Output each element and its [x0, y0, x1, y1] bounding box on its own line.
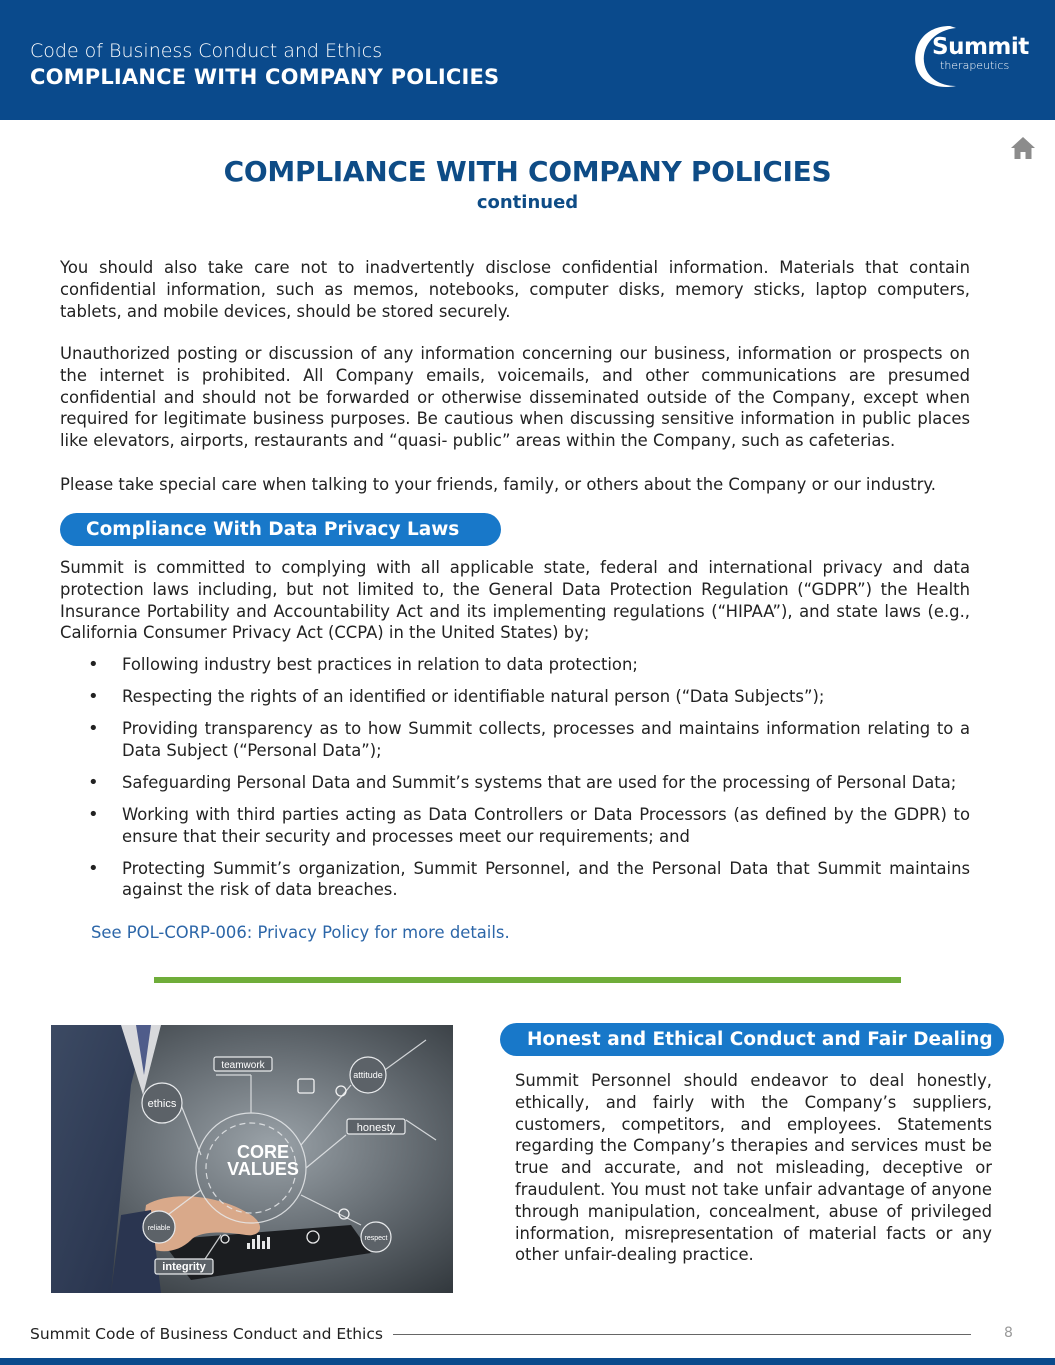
header-title: COMPLIANCE WITH COMPANY POLICIES: [30, 65, 500, 89]
list-item: • Protecting Summit’s organization, Summit Personnel, and the Personal Data that Summit maintains against the risk of data breaches.: [88, 858, 970, 902]
logo-subtext: therapeutics: [940, 59, 1010, 72]
header-subtitle: Code of Business Conduct and Ethics: [30, 40, 383, 62]
paragraph-privacy-intro: Summit is committed to complying with all applicable state, federal and international privacy and data protection laws including, but not limited to, the General Data Protection Regulation (“GDPR”) the Health Insurance Portability and Accountability Act and its implementing regulations (“HIPAA”), and state laws (e.g., California Consumer Privacy Act (CCPA) in the United States) by;: [60, 558, 970, 643]
privacy-bullet-list: [88, 654, 970, 911]
paragraph-special-care: Please take special care when talking to your friends, family, or others about the Company or our industry.: [60, 475, 936, 494]
list-item: • Following industry best practices in relation to data protection;: [88, 654, 970, 676]
page-number: 8: [1004, 1325, 1013, 1341]
section-divider: [154, 977, 901, 983]
page-header: [0, 0, 1055, 120]
section-heading-honest-conduct: Honest and Ethical Conduct and Fair Dealing: [500, 1023, 1004, 1056]
tag-ethics: ethics: [147, 1098, 177, 1110]
section-heading-data-privacy: Compliance With Data Privacy Laws: [60, 513, 501, 546]
tag-integrity: integrity: [162, 1261, 206, 1273]
list-item: • Safeguarding Personal Data and Summit’s systems that are used for the processing of Personal Data;: [88, 772, 970, 794]
list-item: • Working with third parties acting as Data Controllers or Data Processors (as defined by the GDPR) to ensure that their security and processes meet our requirements; and: [88, 804, 970, 848]
logo-wordmark: Summit: [932, 34, 1029, 60]
list-item: • Respecting the rights of an identified or identifiable natural person (“Data Subjects”);: [88, 686, 970, 708]
core-values-line1: CORE: [236, 1142, 290, 1162]
footer-text: Summit Code of Business Conduct and Ethics: [30, 1325, 383, 1343]
paragraph-unauthorized-posting: Unauthorized posting or discussion of any information concerning our business, information or prospects on the internet is prohibited. All Company emails, voicemails, and other communications are presumed confidential and should not be forwarded or otherwise disseminated outside of the Company, except when required for legitimate business purposes. Be cautious when discussing sensitive information in public places like elevators, airports, restaurants and “quasi- public” areas within the Company, such as cafeterias.: [60, 344, 970, 451]
summit-logo: [910, 20, 1035, 92]
footer-bar: [0, 1358, 1055, 1365]
tag-reliable: reliable: [147, 1225, 171, 1232]
tag-attitude: attitude: [353, 1070, 383, 1080]
tag-teamwork: teamwork: [221, 1060, 265, 1071]
tag-honesty: honesty: [356, 1122, 396, 1134]
core-values-line2: VALUES: [227, 1159, 299, 1179]
paragraph-honest-conduct: Summit Personnel should endeavor to deal honestly, ethically, and fairly with the Company’s suppliers, customers, competitors, and employees. Statements regarding the Company’s therapies and services must be true and accurate, and not misleading, deceptive or fraudulent. You must not take unfair advantage of anyone through manipulation, concealment, abuse of privileged information, misrepresentation of material facts or any other unfair-dealing practice.: [515, 1071, 992, 1265]
footer-divider: [393, 1334, 971, 1335]
list-item: • Providing transparency as to how Summit collects, processes and maintains information relating to a Data Subject (“Personal Data”);: [88, 718, 970, 762]
tag-respect: respect: [364, 1235, 388, 1242]
page-subtitle: continued: [476, 192, 579, 213]
page-title: COMPLIANCE WITH COMPANY POLICIES: [223, 155, 832, 188]
privacy-policy-link[interactable]: See POL-CORP-006: Privacy Policy for more details.: [91, 923, 510, 942]
core-values-photo: [51, 1025, 453, 1293]
paragraph-confidential-materials: You should also take care not to inadvertently disclose confidential information. Materials that contain confidential information, such as memos, notebooks, computer disks, memory sticks, laptop computers, tablets, and mobile devices, should be stored securely.: [60, 258, 970, 321]
